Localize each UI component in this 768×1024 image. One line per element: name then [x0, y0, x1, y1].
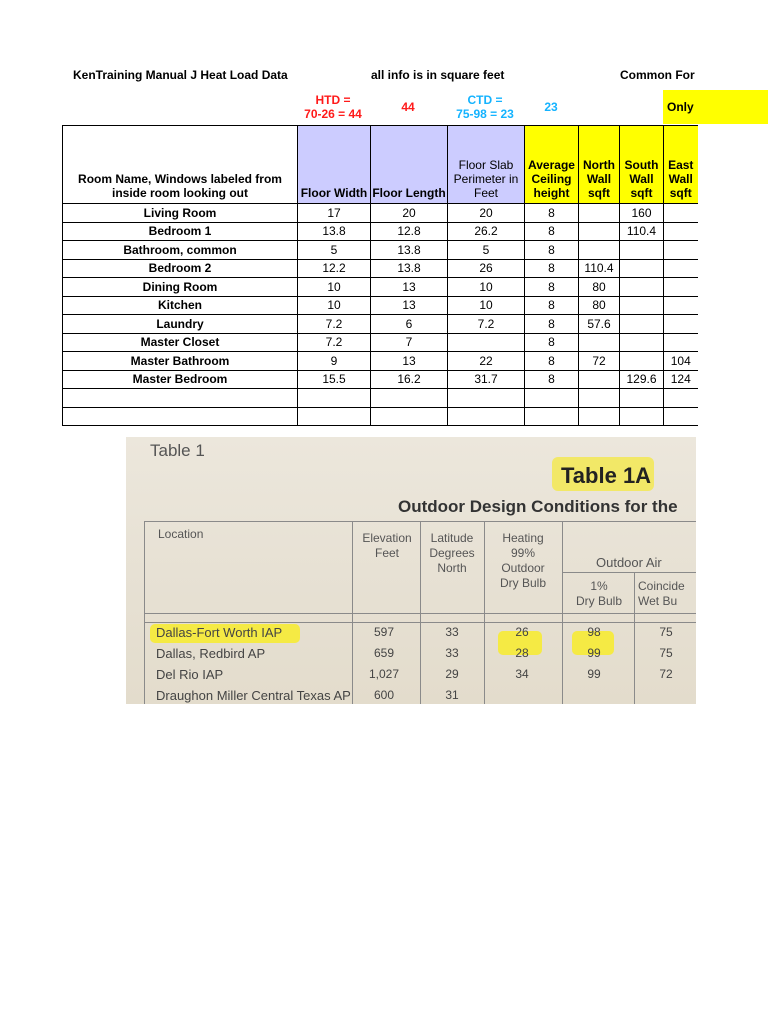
- cell-east-wall[interactable]: [664, 259, 698, 278]
- cell-slab-perimeter[interactable]: [448, 389, 525, 408]
- col-room-name: Room Name, Windows labeled from inside room looking out: [63, 126, 298, 204]
- cell-south-wall[interactable]: [620, 315, 664, 334]
- cell-floor-length[interactable]: [371, 407, 448, 426]
- cell-room-name[interactable]: Living Room: [63, 204, 298, 223]
- cell-slab-perimeter[interactable]: 7.2: [448, 315, 525, 334]
- photo-value: 1,027: [368, 667, 400, 681]
- cell-east-wall[interactable]: 124: [664, 370, 698, 389]
- cell-floor-width[interactable]: 9: [298, 352, 371, 371]
- table-row: [63, 315, 698, 334]
- cell-north-wall[interactable]: 57.6: [579, 315, 620, 334]
- photo-col-location: Location: [158, 527, 204, 541]
- cell-floor-length[interactable]: 16.2: [371, 370, 448, 389]
- photo-value: 29: [445, 667, 459, 681]
- design-conditions-photo: [126, 437, 696, 704]
- cell-floor-length[interactable]: 12.8: [371, 222, 448, 241]
- photo-value: 33: [445, 646, 459, 660]
- cell-east-wall[interactable]: [664, 222, 698, 241]
- cell-east-wall[interactable]: [664, 389, 698, 408]
- cell-ceiling-height[interactable]: 8: [525, 259, 579, 278]
- sheet-title: KenTraining Manual J Heat Load Data: [73, 68, 288, 82]
- cell-floor-width[interactable]: 5: [298, 241, 371, 260]
- photo-rule: [352, 521, 353, 704]
- cell-north-wall[interactable]: 110.4: [579, 259, 620, 278]
- col-ceiling-height: Average Ceiling height: [525, 126, 579, 204]
- cell-slab-perimeter[interactable]: [448, 407, 525, 426]
- cell-room-name[interactable]: Master Bedroom: [63, 370, 298, 389]
- sheet-title-row: [0, 68, 768, 86]
- cell-floor-length[interactable]: 13.8: [371, 259, 448, 278]
- cell-north-wall[interactable]: [579, 204, 620, 223]
- cell-east-wall[interactable]: [664, 278, 698, 297]
- cell-floor-width[interactable]: [298, 389, 371, 408]
- photo-caption: Outdoor Design Conditions for the: [398, 497, 678, 516]
- col-east-wall: East Wall sqft: [664, 126, 698, 204]
- photo-rule: [484, 521, 485, 704]
- cell-south-wall[interactable]: [620, 389, 664, 408]
- photo-col-latitude: Latitude Degrees North: [429, 531, 475, 575]
- photo-value: 75: [659, 625, 673, 639]
- cell-room-name[interactable]: Bathroom, common: [63, 241, 298, 260]
- photo-value: 659: [373, 646, 395, 660]
- htd-cell: [297, 90, 369, 124]
- cell-south-wall[interactable]: [620, 259, 664, 278]
- cell-room-name[interactable]: Master Bathroom: [63, 352, 298, 371]
- cell-slab-perimeter[interactable]: 5: [448, 241, 525, 260]
- col-slab-perimeter: Floor Slab Perimeter in Feet: [448, 126, 525, 204]
- photo-value: 75: [659, 646, 673, 660]
- cell-room-name[interactable]: Bedroom 1: [63, 222, 298, 241]
- htd-label: HTD =: [315, 93, 351, 107]
- cell-north-wall[interactable]: [579, 222, 620, 241]
- cell-north-wall[interactable]: [579, 407, 620, 426]
- cell-south-wall[interactable]: [620, 296, 664, 315]
- cell-floor-length[interactable]: [371, 389, 448, 408]
- photo-col-elevation: Elevation Feet: [362, 531, 412, 560]
- ctd-cell: [447, 90, 523, 124]
- table-row: [63, 333, 698, 352]
- cell-room-name[interactable]: Kitchen: [63, 296, 298, 315]
- cell-north-wall[interactable]: [579, 241, 620, 260]
- photo-rule: [634, 572, 635, 704]
- col-south-wall: South Wall sqft: [620, 126, 664, 204]
- cell-slab-perimeter[interactable]: 26.2: [448, 222, 525, 241]
- cell-room-name[interactable]: Bedroom 2: [63, 259, 298, 278]
- htd-formula: 70-26 = 44: [304, 107, 362, 121]
- cell-floor-length[interactable]: 13: [371, 278, 448, 297]
- cell-slab-perimeter[interactable]: 20: [448, 204, 525, 223]
- photo-rule: [562, 521, 563, 704]
- photo-value: 31: [445, 688, 459, 702]
- cell-east-wall[interactable]: [664, 296, 698, 315]
- cell-east-wall[interactable]: [664, 333, 698, 352]
- cell-floor-width[interactable]: [298, 407, 371, 426]
- cell-east-wall[interactable]: [664, 241, 698, 260]
- cell-floor-width[interactable]: 13.8: [298, 222, 371, 241]
- cell-south-wall[interactable]: [620, 407, 664, 426]
- cell-slab-perimeter[interactable]: 26: [448, 259, 525, 278]
- cell-floor-width[interactable]: 7.2: [298, 315, 371, 334]
- cell-room-name[interactable]: Master Closet: [63, 333, 298, 352]
- common-formula-title: Common For: [620, 68, 695, 82]
- table-row: [63, 407, 698, 426]
- photo-value: 28: [515, 646, 529, 660]
- cell-south-wall[interactable]: [620, 352, 664, 371]
- cell-south-wall[interactable]: 129.6: [620, 370, 664, 389]
- table-row: [63, 278, 698, 297]
- cell-north-wall[interactable]: 80: [579, 278, 620, 297]
- cell-slab-perimeter[interactable]: 22: [448, 352, 525, 371]
- cell-north-wall[interactable]: 80: [579, 296, 620, 315]
- cell-ceiling-height[interactable]: 8: [525, 296, 579, 315]
- cell-floor-length[interactable]: 20: [371, 204, 448, 223]
- cell-floor-width[interactable]: 17: [298, 204, 371, 223]
- photo-location-name: Del Rio IAP: [156, 667, 224, 682]
- table-row: [63, 241, 698, 260]
- units-note: all info is in square feet: [371, 68, 505, 82]
- photo-group-outdoor-air: Outdoor Air: [596, 555, 662, 570]
- photo-rule: [562, 572, 696, 573]
- photo-value: 72: [659, 667, 673, 681]
- photo-value: 98: [587, 625, 601, 639]
- photo-value: 33: [445, 625, 459, 639]
- cell-ceiling-height[interactable]: [525, 389, 579, 408]
- cell-ceiling-height[interactable]: 8: [525, 333, 579, 352]
- photo-location-name: Dallas-Fort Worth IAP: [156, 625, 283, 640]
- cell-floor-length[interactable]: 6: [371, 315, 448, 334]
- photo-value: 597: [373, 625, 395, 639]
- htd-value: 44: [401, 100, 415, 114]
- cell-floor-length[interactable]: 13.8: [371, 241, 448, 260]
- cell-south-wall[interactable]: [620, 278, 664, 297]
- table-row: [63, 370, 698, 389]
- cell-ceiling-height[interactable]: [525, 407, 579, 426]
- table-row: [63, 296, 698, 315]
- photo-rule: [144, 521, 145, 704]
- table-row: [63, 222, 698, 241]
- table-row: [63, 259, 698, 278]
- photo-value: 99: [587, 646, 601, 660]
- photo-rule: [420, 521, 421, 704]
- cell-floor-length[interactable]: 7: [371, 333, 448, 352]
- cell-floor-width[interactable]: 15.5: [298, 370, 371, 389]
- cell-floor-width[interactable]: 10: [298, 296, 371, 315]
- photo-location-name: Draughon Miller Central Texas AP: [156, 688, 351, 703]
- photo-value: 99: [587, 667, 601, 681]
- table-row: [63, 352, 698, 371]
- cell-ceiling-height[interactable]: 8: [525, 222, 579, 241]
- table-header-row: [63, 126, 698, 204]
- cell-north-wall[interactable]: 72: [579, 352, 620, 371]
- table-row: [63, 389, 698, 408]
- heat-load-table: [62, 125, 698, 426]
- cell-south-wall[interactable]: 160: [620, 204, 664, 223]
- cell-ceiling-height[interactable]: 8: [525, 241, 579, 260]
- cell-ceiling-height[interactable]: 8: [525, 315, 579, 334]
- cell-south-wall[interactable]: [620, 241, 664, 260]
- only-note: Only: [663, 90, 768, 124]
- cell-ceiling-height[interactable]: 8: [525, 352, 579, 371]
- cell-slab-perimeter[interactable]: 10: [448, 278, 525, 297]
- cell-east-wall[interactable]: [664, 407, 698, 426]
- photo-table-id: Table 1A: [561, 463, 652, 488]
- photo-col-coincident: Coincide Wet Bu: [638, 579, 685, 608]
- cell-slab-perimeter[interactable]: 10: [448, 296, 525, 315]
- cell-floor-width[interactable]: 7.2: [298, 333, 371, 352]
- photo-value: 34: [515, 667, 529, 681]
- col-north-wall: North Wall sqft: [579, 126, 620, 204]
- cell-floor-width[interactable]: 10: [298, 278, 371, 297]
- ctd-formula: 75-98 = 23: [456, 107, 514, 121]
- cell-floor-length[interactable]: 13: [371, 296, 448, 315]
- cell-room-name[interactable]: [63, 407, 298, 426]
- cell-slab-perimeter[interactable]: [448, 333, 525, 352]
- photo-table-label: Table 1: [150, 441, 205, 460]
- ctd-label: CTD =: [467, 93, 503, 107]
- cell-east-wall[interactable]: [664, 315, 698, 334]
- cell-north-wall[interactable]: [579, 389, 620, 408]
- cell-slab-perimeter[interactable]: 31.7: [448, 370, 525, 389]
- cell-ceiling-height[interactable]: 8: [525, 278, 579, 297]
- ctd-value: 23: [544, 100, 558, 114]
- photo-location-name: Dallas, Redbird AP: [156, 646, 266, 661]
- cell-ceiling-height[interactable]: 8: [525, 370, 579, 389]
- cell-room-name[interactable]: Laundry: [63, 315, 298, 334]
- cell-east-wall[interactable]: 104: [664, 352, 698, 371]
- cell-south-wall[interactable]: 110.4: [620, 222, 664, 241]
- table-row: [63, 204, 698, 223]
- cell-north-wall[interactable]: [579, 333, 620, 352]
- cell-east-wall[interactable]: [664, 204, 698, 223]
- photo-value: 26: [515, 625, 529, 639]
- photo-col-drybulb: 1% Dry Bulb: [575, 579, 622, 608]
- cell-floor-length[interactable]: 13: [371, 352, 448, 371]
- design-temp-row: [0, 90, 768, 124]
- cell-south-wall[interactable]: [620, 333, 664, 352]
- col-floor-length: Floor Length: [371, 126, 448, 204]
- cell-ceiling-height[interactable]: 8: [525, 204, 579, 223]
- cell-north-wall[interactable]: [579, 370, 620, 389]
- cell-room-name[interactable]: [63, 389, 298, 408]
- cell-floor-width[interactable]: 12.2: [298, 259, 371, 278]
- col-floor-width: Floor Width: [298, 126, 371, 204]
- photo-col-heating: Heating 99% Outdoor Dry Bulb: [499, 531, 546, 590]
- photo-value: 600: [373, 688, 395, 702]
- cell-room-name[interactable]: Dining Room: [63, 278, 298, 297]
